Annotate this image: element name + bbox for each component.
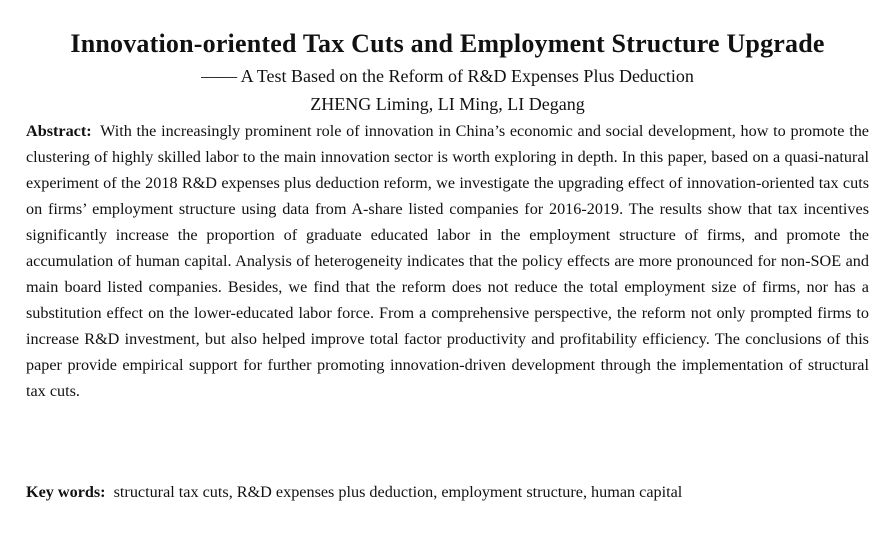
abstract-label: Abstract:	[26, 122, 92, 140]
paper-authors: ZHENG Liming, LI Ming, LI Degang	[310, 94, 585, 114]
keywords-section	[26, 480, 869, 504]
abstract-text: With the increasingly prominent role of innovation in China’s economic and social development, how to promote the clustering of highly skilled labor to the main innovation sector is worth exploring in depth. In this paper, based on a quasi-natural experiment of the 2018 R&D expenses plus deduction reform, we investigate the upgrading effect of innovation-oriented tax cuts on firms’ employment structure using data from A-share listed companies for 2016-2019. The results show that tax incentives significantly increase the proportion of graduate educated labor in the employment structure of firms, and promote the accumulation of human capital. Analysis of heterogeneity indicates that the policy effects are more pronounced for non-SOE and main board listed companies. Besides, we find that the reform does not reduce the total employment size of firms, nor has a substitution effect on the lower-educated labor force. From a comprehensive perspective, the reform not only prompted firms to increase R&D investment, but also helped improve total factor productivity and profitability efficiency. The conclusions of this paper provide empirical support for further promoting innovation-driven development through the implementation of structural tax cuts.	[26, 122, 869, 400]
keywords-label: Key words:	[26, 483, 106, 501]
abstract-section	[26, 118, 869, 404]
paper-title: Innovation-oriented Tax Cuts and Employment Structure Upgrade	[70, 29, 825, 58]
paper-subtitle: —— A Test Based on the Reform of R&D Expenses Plus Deduction	[201, 66, 694, 86]
keywords-text: structural tax cuts, R&D expenses plus deduction, employment structure, human capital	[113, 483, 683, 501]
